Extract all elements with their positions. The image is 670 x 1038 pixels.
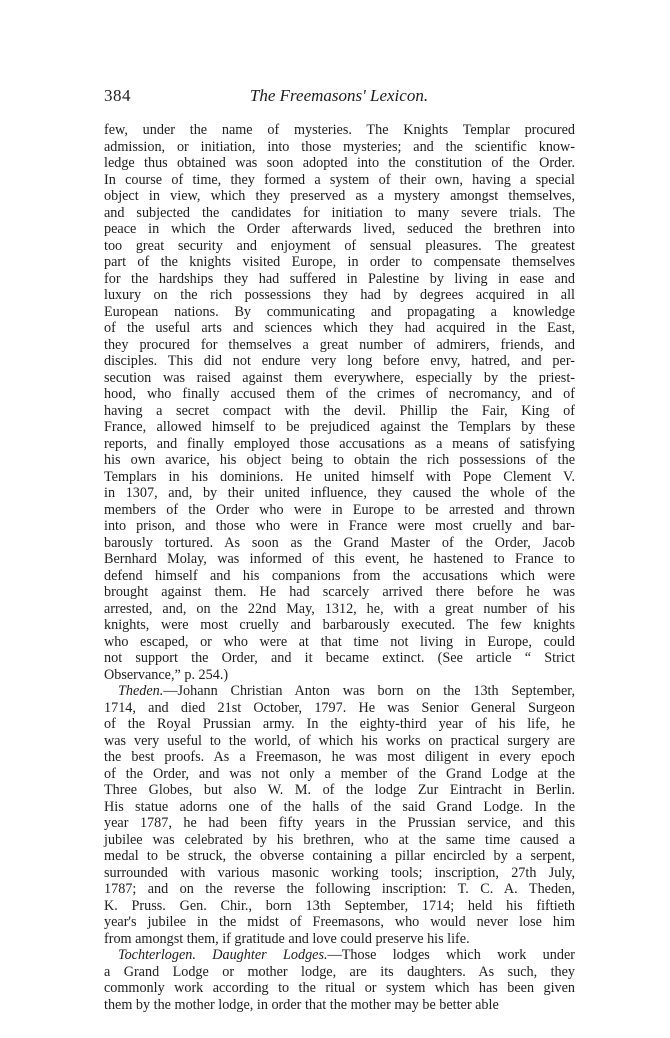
line-text: ledge thus obtained was soon adopted into the constitution of the Order.: [104, 155, 575, 171]
text-line: [104, 386, 575, 403]
line-text: hood, who finally accused them of the crimes of necromancy, and of: [104, 386, 575, 402]
text-line: [104, 287, 575, 304]
line-text: part of the knights visited Europe, in order to compensate themselves: [104, 254, 575, 270]
entry-headword: Tochterlogen. Daughter Lodges.: [118, 947, 328, 963]
line-text: from amongst them, if gratitude and love could preserve his life.: [104, 930, 470, 947]
line-text: defend himself and his companions from the accusations which were: [104, 567, 575, 584]
line-text: 1714, and died 21st October, 1797. He was Senior General Surgeon: [104, 699, 575, 716]
text-line: [104, 518, 575, 535]
line-text: K. Pruss. Gen. Chir., born 13th September, 1714; held his fiftieth: [104, 897, 575, 914]
line-text: reports, and finally employed those accusations as a means of satisfying: [104, 435, 575, 452]
text-line: [104, 254, 575, 271]
text-line: [104, 436, 575, 453]
text-line: [104, 634, 575, 651]
text-line: [104, 601, 575, 618]
text-line: [104, 238, 575, 255]
line-text: for the hardships they had suffered in Palestine by living in ease and: [104, 270, 575, 287]
text-line: [104, 716, 575, 733]
line-text: disciples. This did not endure very long before envy, hatred, and per-: [104, 353, 575, 369]
line-text: Templars in his dominions. He united himself with Pope Clement V.: [104, 468, 575, 485]
page-header: [104, 86, 574, 110]
text-line: [104, 733, 575, 750]
line-text: of the useful arts and sciences which they had acquired in the East,: [104, 320, 575, 336]
line-text: Three Globes, but also W. M. of the lodge Zur Eintracht in Berlin.: [104, 782, 575, 798]
line-text: surrounded with various masonic working tools; inscription, 27th July,: [104, 864, 575, 881]
line-text: —Johann Christian Anton was born on the 13th September,: [163, 683, 575, 699]
line-text: 1787; and on the reverse the following inscription: T. C. A. Theden,: [104, 881, 575, 897]
line-text: In course of time, they formed a system of their own, having a special: [104, 171, 575, 188]
line-text: them by the mother lodge, in order that the mother may be better able: [104, 996, 499, 1013]
text-line: [104, 452, 575, 469]
line-text: they procured for themselves a great number of admirers, friends, and: [104, 336, 575, 353]
line-text: and subjected the candidates for initiation to many severe trials. The: [104, 204, 575, 221]
line-text: —Those lodges which work under: [327, 947, 575, 963]
line-text: into prison, and those who were in France were most cruelly and bar-: [104, 518, 575, 534]
text-line: [104, 403, 575, 420]
line-text: secution was raised against them everywhere, especially by the priest-: [104, 369, 575, 386]
line-text: a Grand Lodge or mother lodge, are its daughters. As such, they: [104, 963, 575, 980]
text-line: [104, 205, 575, 222]
line-text: Observance,” p. 254.): [104, 666, 229, 683]
text-line: [104, 931, 575, 948]
line-text: Bernhard Molay, was informed of this event, he hastened to France to: [104, 551, 575, 567]
text-line: [104, 155, 575, 172]
text-line: [104, 370, 575, 387]
text-line: [104, 766, 575, 783]
text-line: [104, 271, 575, 288]
text-line: [104, 683, 575, 700]
line-text: barously tortured. As soon as the Grand Master of the Order, Jacob: [104, 534, 575, 551]
line-text: too great security and enjoyment of sensual pleasures. The greatest: [104, 237, 575, 254]
line-text: His statue adorns one of the halls of the said Grand Lodge. In the: [104, 798, 575, 815]
line-text: having a secret compact with the devil. Phillip the Fair, King of: [104, 402, 575, 419]
page-number: 384: [104, 86, 131, 105]
line-text: few, under the name of mysteries. The Knights Templar procured: [104, 122, 575, 138]
line-text: who escaped, or who were at that time not living in Europe, could: [104, 633, 575, 650]
text-line: [104, 865, 575, 882]
line-text: of the Order, and was not only a member of the Grand Lodge at the: [104, 765, 575, 782]
line-text: year's jubilee in the midst of Freemasons, who would never lose him: [104, 914, 575, 930]
text-line: [104, 832, 575, 849]
text-line: [104, 650, 575, 667]
text-line: [104, 172, 575, 189]
entry-headword: Theden.: [118, 683, 164, 699]
line-text: was very useful to the world, of which his works on practical surgery are: [104, 732, 575, 749]
text-line: [104, 469, 575, 486]
text-line: [104, 881, 575, 898]
line-text: arrested, and, on the 22nd May, 1312, he, with a great number of his: [104, 600, 575, 617]
text-line: [104, 568, 575, 585]
text-line: [104, 502, 575, 519]
line-text: France, allowed himself to be prejudiced against the Templars by these: [104, 419, 575, 435]
text-line: [104, 188, 575, 205]
text-line: [104, 419, 575, 436]
text-line: [104, 320, 575, 337]
text-line: [104, 799, 575, 816]
text-line: [104, 700, 575, 717]
line-text: the best proofs. As a Freemason, he was most diligent in every epoch: [104, 749, 575, 765]
text-line: [104, 997, 575, 1014]
line-text: his own avarice, his object being to obtain the rich possessions of the: [104, 452, 575, 468]
line-text: commonly work according to the ritual or system which has been given: [104, 980, 575, 996]
line-text: not support the Order, and it became extinct. (See article “ Strict: [104, 650, 575, 666]
text-line: [104, 122, 575, 139]
text-line: [104, 848, 575, 865]
line-text: object in view, which they preserved as a mystery amongst themselves,: [104, 188, 575, 204]
line-text: European nations. By communicating and propagating a knowledge: [104, 303, 575, 320]
body-text: [104, 122, 575, 1013]
line-text: luxury on the rich possessions they had by degrees acquired in all: [104, 287, 575, 303]
text-line: [104, 617, 575, 634]
text-line: [104, 535, 575, 552]
line-text: in 1307, and, by their united influence, they caused the whole of the: [104, 485, 575, 501]
text-line: [104, 353, 575, 370]
text-line: [104, 914, 575, 931]
text-line: [104, 551, 575, 568]
line-text: members of the Order who were in Europe to be arrested and thrown: [104, 501, 575, 518]
line-text: year 1787, he had been fifty years in the Prussian service, and this: [104, 815, 575, 831]
text-line: [104, 782, 575, 799]
line-text: knights, were most cruelly and barbarously executed. The few knights: [104, 617, 575, 633]
line-text: admission, or initiation, into those mysteries; and the scientific know-: [104, 138, 575, 155]
text-line: [104, 584, 575, 601]
text-line: [104, 815, 575, 832]
text-line: [104, 337, 575, 354]
text-line: [104, 980, 575, 997]
text-line: [104, 947, 575, 964]
text-line: [104, 304, 575, 321]
text-line: [104, 667, 575, 684]
line-text: peace in which the Order afterwards lived, seduced the brethren into: [104, 221, 575, 237]
line-text: jubilee was celebrated by his brethren, who at the same time caused a: [104, 831, 575, 848]
running-title: The Freemasons' Lexicon.: [249, 86, 429, 105]
line-text: brought against them. He had scarcely arrived there before he was: [104, 584, 575, 600]
text-line: [104, 898, 575, 915]
text-line: [104, 139, 575, 156]
text-line: [104, 221, 575, 238]
line-text: of the Royal Prussian army. In the eighty-third year of his life, he: [104, 716, 575, 732]
text-line: [104, 485, 575, 502]
line-text: medal to be struck, the obverse containing a pillar encircled by a serpent,: [104, 848, 575, 864]
text-line: [104, 964, 575, 981]
text-line: [104, 749, 575, 766]
